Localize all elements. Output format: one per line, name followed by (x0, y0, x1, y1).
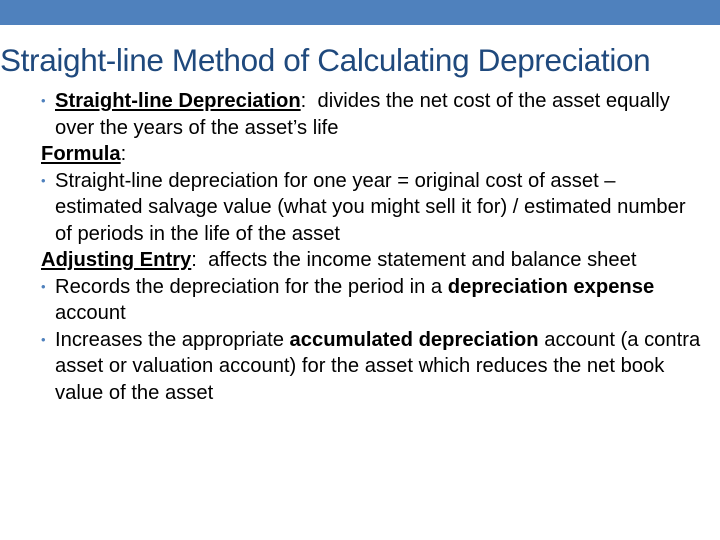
adjusting-bullet-1-post: account (55, 302, 126, 324)
adjusting-bullet-1-pre: Records the depreciation for the period in a (55, 275, 448, 298)
adjusting-entry-text: affects the income statement and balance sheet (196, 249, 637, 271)
formula-heading-line (41, 141, 701, 168)
title-accent-bar (0, 0, 720, 25)
definition-term: Straight-line Depreciation (55, 90, 301, 112)
adjusting-bullet-2-post: account (a contra asset or valuation account) for the asset which reduces the net book value of the asset (55, 328, 701, 404)
slide-title: Straight-line Method of Calculating Depreciation (0, 42, 651, 78)
adjusting-bullet-1-bold: depreciation expense (447, 275, 655, 298)
bullet-icon: • (41, 93, 46, 108)
bullet-icon: • (41, 331, 46, 347)
bullet-icon: • (41, 172, 46, 188)
adjusting-entry-colon: : (191, 249, 197, 271)
slide-body (41, 88, 701, 406)
adjusting-bullet-2-bold: accumulated depreciation (289, 328, 539, 351)
definition-bullet (41, 88, 701, 141)
adjusting-bullet-2-pre: Increases the appropriate (55, 328, 290, 351)
adjusting-bullet-2 (41, 327, 701, 407)
adjusting-entry-line (41, 247, 701, 274)
formula-bullet (41, 168, 701, 248)
formula-colon: : (120, 143, 127, 165)
definition-colon: : (300, 90, 307, 112)
adjusting-entry-heading: Adjusting Entry (41, 249, 192, 271)
bullet-icon: • (41, 278, 46, 294)
formula-text: Straight-line depreciation for one year = original cost of asset – estimated salvage value (what you might sell it for) / estimated number of periods in the life of the asset (55, 169, 686, 245)
adjusting-bullet-1 (41, 274, 701, 327)
formula-heading: Formula (41, 143, 121, 165)
definition-text: divides the net cost of the asset equally over the years of the asset’s life (55, 90, 676, 139)
